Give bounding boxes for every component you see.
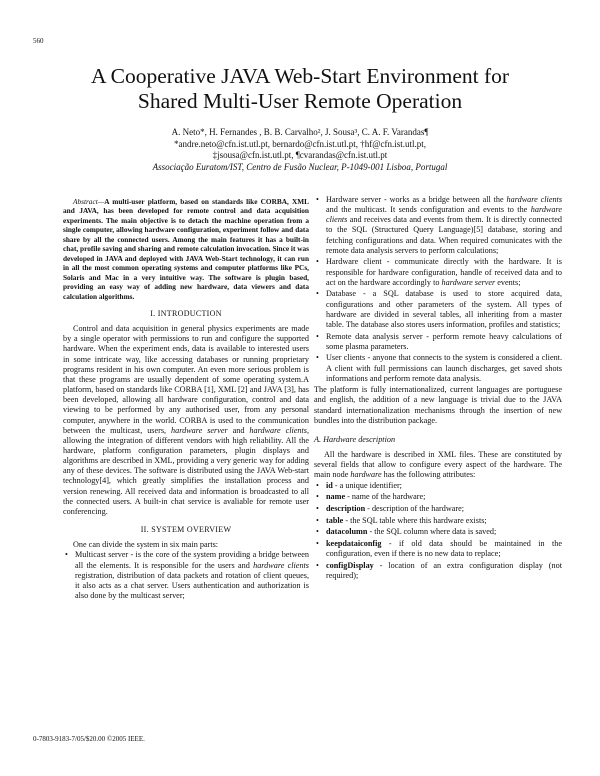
author-emails-1: *andre.neto@cfn.ist.utl.pt, bernardo@cfn.ist.utl.pt, †hf@cfn.ist.utl.pt, bbox=[173, 138, 427, 149]
abstract bbox=[63, 197, 309, 301]
subsection-heading-hardware-description: A. Hardware description bbox=[314, 434, 396, 444]
author-block bbox=[0, 127, 600, 173]
list-item-user-clients: • User clients - anyone that connects to the system is considered a client. A client with full permissions can launch discharges, get saved shots informations and perform remote data analysis. bbox=[326, 353, 562, 383]
intro-text-a: Control and data acquisition in general physics experiments are made by a single operator with permissions to run and configure the supported hardware. When the experiment ends, data is available to interested users in some intricate way, like accessing databases or running proprietary programs resident in his own computer. An even more serious problem is that these programs are usually dependent of some operating system.A platform, based on standards like CORBA [1], XML [2] and JAVA [3], has been developed, allowing all hardware configuration, control and data viewing to be performed by any authorised user, from any personal computer, anywhere in the world. CORBA is used to the communication between the multicast, users, bbox=[63, 324, 309, 435]
list-item-hardware-server: • Hardware server - works as a bridge between all the hardware clients and the multicast. It sends configuration and events to the hardware clients and receives data and events from them. It is directly connected to the SQL (Structured Query Language)[5] database, storing and fetching configurations and data. When required comunicates with the remote data analysis servers to perform calculations; bbox=[326, 195, 562, 256]
copyright-footer: 0-7803-9183-7/05/$20.00 ©2005 IEEE. bbox=[33, 735, 145, 743]
list-item-hardware-client: • Hardware client - communicate directly with the hardware. It is responsible for hardware configuration, handle of received data and to act on the hardware accordingly to hardware server events; bbox=[326, 257, 562, 287]
attribute-item: • table - the SQL table where this hardware exists; bbox=[326, 516, 562, 526]
attribute-item: • keepdataiconfig - if old data should be maintained in the configuration, even if there is no new data to replace; bbox=[326, 539, 562, 559]
author-emails-2: ‡jsousa@cfn.ist.utl.pt, ¶cvarandas@cfn.ist.utl.pt bbox=[212, 150, 388, 160]
introduction-paragraph bbox=[63, 324, 309, 517]
system-parts-list-cont bbox=[314, 195, 562, 384]
title-line-1: A Cooperative JAVA Web-Start Environment for bbox=[90, 64, 510, 88]
attribute-item: • configDisplay - location of an extra configuration display (not required); bbox=[326, 561, 562, 581]
section-heading-introduction: I. INTRODUCTION bbox=[150, 308, 222, 318]
overview-intro: One can divide the system in six main parts: bbox=[73, 540, 219, 550]
list-item-multicast-server: • Multicast server - is the core of the system providing a bridge between all the elements. It is responsible for the users and hardware clients registration, distribution of data packets and rotation of client queues, it also acts as a chat server. Users authentication and authorization is also done by the multicast server; bbox=[75, 550, 309, 601]
attribute-item: • description - description of the hardware; bbox=[326, 504, 562, 514]
abstract-label: Abstract— bbox=[73, 197, 105, 206]
system-parts-list bbox=[63, 550, 309, 601]
left-column bbox=[63, 197, 309, 603]
list-item-remote-analysis: • Remote data analysis server - perform remote heavy calculations of some plasma parameters. bbox=[326, 332, 562, 352]
intro-text-and: and bbox=[232, 425, 245, 435]
section-heading-system-overview: II. SYSTEM OVERVIEW bbox=[140, 525, 232, 535]
abstract-text: A multi-user platform, based on standards like CORBA, XML and JAVA, has been developed for remote control and data acquisition experiments. The main objective is to detach the machine operation from a single computer, allowing hardware configuration, experiment follow and data share by all the connected users. Among the main features it has a built-in chat, profile saving and sharing and remote calculation invocation. Since it was developed in JAVA and deployed with JAVA Web-Start technology, it can run in all the most common operating systems and computer platforms like PCs, Solaris and Mac in a very intuitive way. The software is plugin based, providing an easy way of adding new hardware, data viewers and data calculation algorithms. bbox=[63, 197, 309, 301]
right-column bbox=[314, 195, 562, 582]
page-number: 560 bbox=[33, 37, 44, 45]
hardware-description-paragraph: All the hardware is described in XML files. These are constituted by several fields that allow to configure every aspect of the hardware. The main node hardware has the following attributes: bbox=[314, 450, 562, 480]
attribute-item: • id - a unique identifier; bbox=[326, 481, 562, 491]
intro-em-hardware-server: hardware server bbox=[171, 425, 228, 435]
attribute-item: • datacolumn - the SQL column where data is saved; bbox=[326, 527, 562, 537]
list-item-database: • Database - a SQL database is used to store acquired data, configurations and other parameters of the system. All types of hardware are divided in several tables, all inheriting from a master table. The database also stores users information, profiles and statistics; bbox=[326, 289, 562, 330]
hardware-attributes-list bbox=[314, 481, 562, 581]
title-line-2: Shared Multi-User Remote Operation bbox=[137, 89, 463, 113]
overview-closing-paragraph: The platform is fully internationalized, current languages are portuguese and english, the addition of a new language is trivial due to the JAVA standard internationalization mechanisms through the insertion of new bundles into the distribution package. bbox=[314, 385, 562, 425]
intro-em-hardware-clients: hardware clients bbox=[249, 425, 307, 435]
paper-title bbox=[0, 64, 600, 114]
attribute-item: • name - name of the hardware; bbox=[326, 492, 562, 502]
author-affiliation: Associação Euratom/IST, Centro de Fusão Nuclear, P-1049-001 Lisboa, Portugal bbox=[152, 161, 448, 172]
intro-text-b: , allowing the integration of different vendors with high reliability. All the hardware, platform configuration parameters, plugin displays and algorithms are described in XML, providing a very generic way for adding any of these devices. The software is distributed using the JAVA Web-start technology[4], which greatly simplifies the installation process and version renewing. All received data and information is broadcasted to all the connected users. A built-in chat service is avaliable for remote user conferencing. bbox=[63, 425, 310, 516]
author-names: A. Neto*, H. Fernandes , B. B. Carvalho², J. Sousa³, C. A. F. Varandas¶ bbox=[171, 127, 429, 137]
